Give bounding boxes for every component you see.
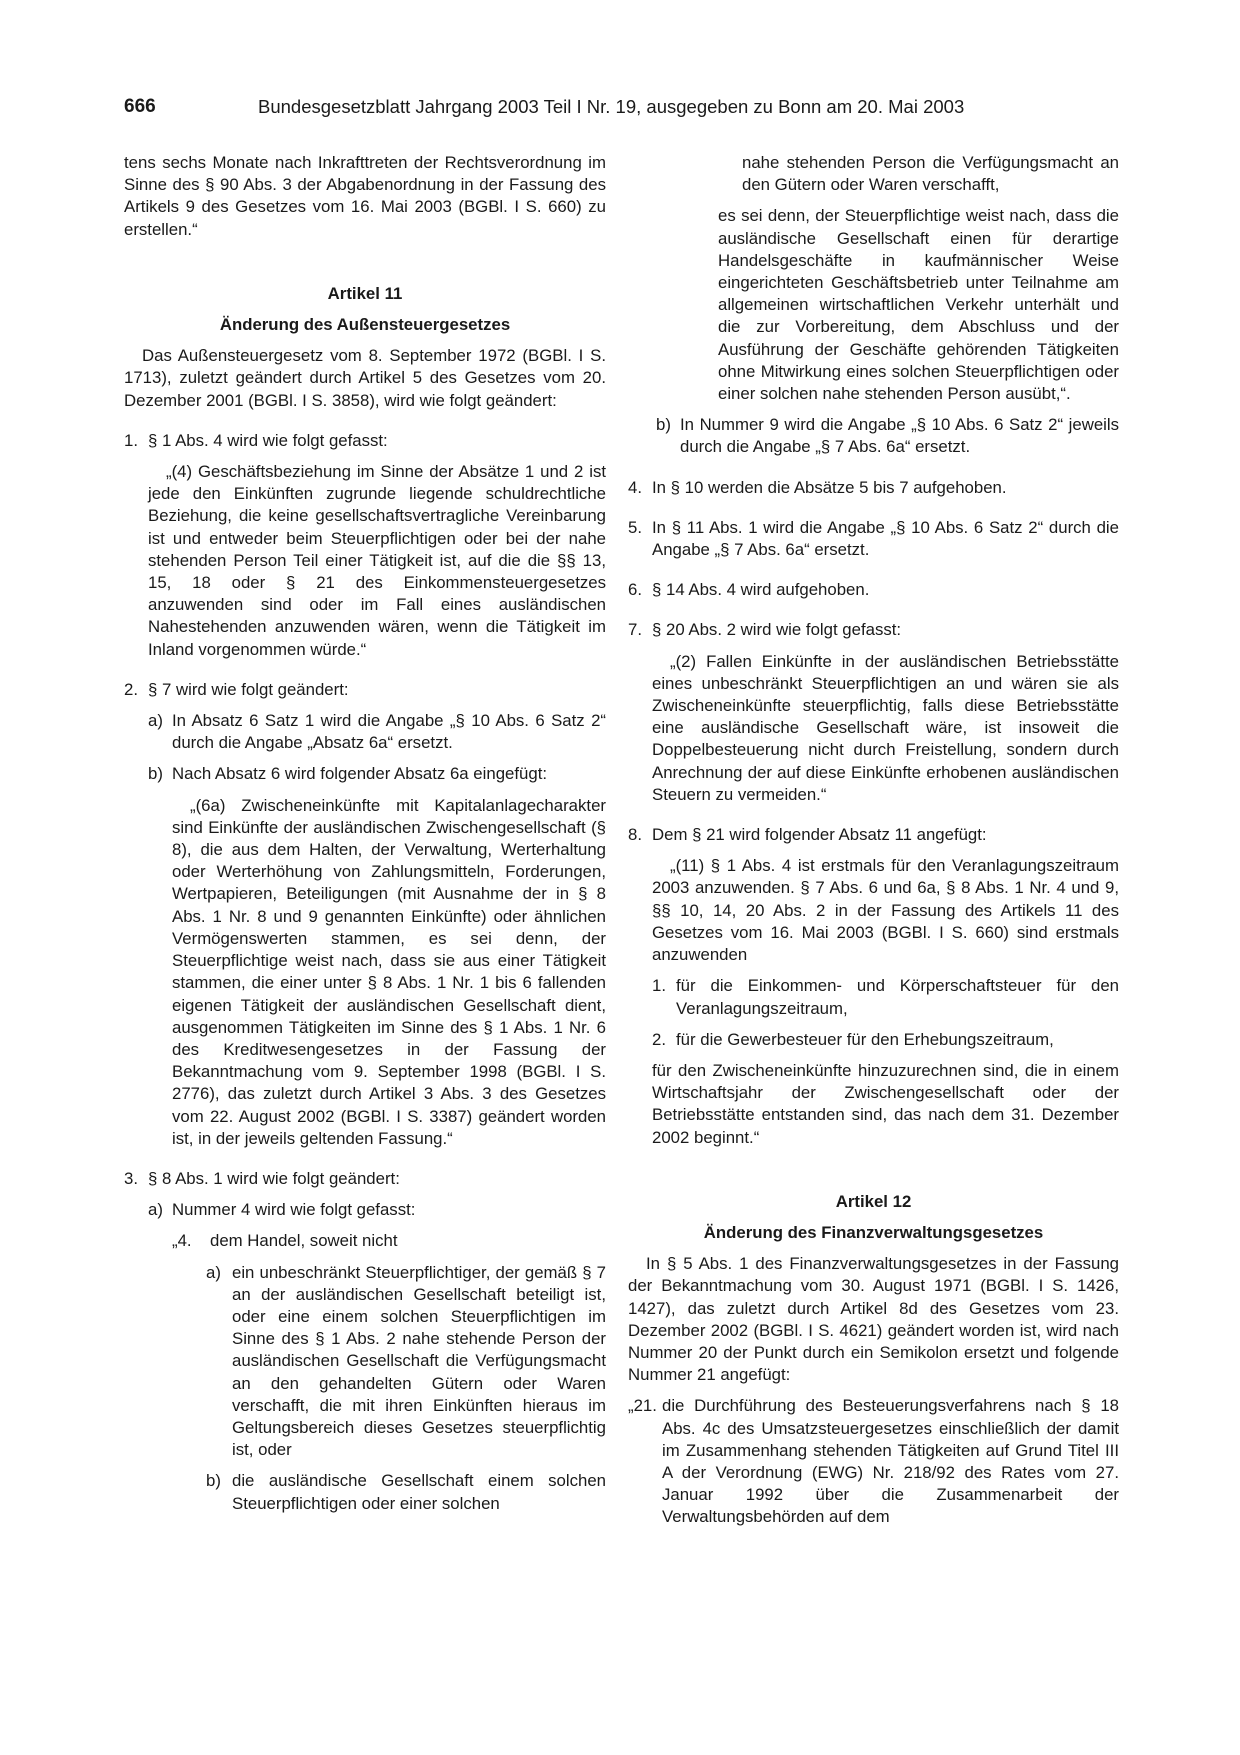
article-12-intro: In § 5 Abs. 1 des Finanzverwaltungsgesetzes in der Fassung der Bekanntmachung vom 30. August 1971 (BGBl. I S. 1426, 1427), das zuletzt durch Artikel 8d des Gesetzes vom 23. Dezember 2002 (BGBl. I S. 4621) geändert worden ist, wird nach Nummer 20 der Punkt durch ein Semikolon ersetzt und folgende Nummer 21 angefügt: (628, 1254, 1119, 1385)
list-item-5 (628, 517, 1119, 561)
sub-item-a (148, 710, 606, 754)
continued-paragraph: tens sechs Monate nach Inkrafttreten der Rechtsverordnung im Sinne des § 90 Abs. 3 der Abgabenordnung in der Fassung des Artikels 9 des Gesetzes vom 16. Mai 2003 (BGBl. I S. 660) zu erstellen.“ (124, 153, 606, 239)
sub-item-mark: b) (656, 415, 671, 435)
article-11-intro: Das Außensteuergesetz vom 8. September 1972 (BGBl. I S. 1713), zuletzt geändert durch Artikel 5 des Gesetzes vom 20. Dezember 2001 (BGBl. I S. 3858), wird wie folgt geändert: (124, 346, 606, 410)
item-number: 8. (628, 825, 642, 845)
sub-item-text: Nach Absatz 6 wird folgender Absatz 6a eingefügt: (172, 764, 548, 784)
sub-item-1 (652, 975, 1119, 1019)
item-text: § 20 Abs. 2 wird wie folgt gefasst: (652, 620, 902, 640)
letter-text: die ausländische Gesellschaft einem solchen Steuerpflichtigen oder einer solchen (232, 1471, 606, 1513)
item-number: 3. (124, 1168, 138, 1188)
article-11-heading: Artikel 11 (327, 283, 403, 303)
number-mark: „21. (628, 1396, 657, 1416)
number-4 (172, 1230, 606, 1514)
sub-item-mark: 2. (652, 1029, 666, 1049)
item-number: 2. (124, 679, 138, 699)
sub-item-a (148, 1199, 606, 1515)
sub-item-b (148, 763, 606, 1149)
item-text: § 8 Abs. 1 wird wie folgt geändert: (148, 1168, 400, 1188)
quoted-paragraph: „(2) Fallen Einkünfte in der ausländischen Betriebsstätte eines unbeschränkt Steuerpflichtigen an und wären sie als Zwischeneinkünfte steuerpflichtig, falls diese Betriebsstätte eine ausländische Gesellschaft wäre, ist insoweit die Doppelbesteuerung nicht durch Freistellung, sondern durch Anrechnung der auf diese Einkünfte erhobenen ausländischen Steuern zu vermeiden.“ (652, 651, 1119, 804)
item-text: § 14 Abs. 4 wird aufgehoben. (652, 580, 870, 600)
item-text: In § 11 Abs. 1 wird die Angabe „§ 10 Abs. 6 Satz 2“ durch die Angabe „§ 7 Abs. 6a“ ersetzt. (652, 517, 1119, 560)
number-text: dem Handel, soweit nicht (210, 1231, 398, 1251)
quoted-paragraph: „(11) § 1 Abs. 4 ist erstmals für den Veranlagungszeitraum 2003 anzuwenden. § 7 Abs. 6 und 6a, § 8 Abs. 1 Nr. 4 und 9, §§ 10, 14, 20 Abs. 2 in der Fassung des Artikels 11 des Gesetzes vom 16. Mai 2003 (BGBl. I S. 660) sind erstmals anzuwenden (652, 856, 1119, 965)
left-column (124, 152, 606, 1515)
item-text: § 7 wird wie folgt geändert: (148, 679, 349, 699)
continued-letter-b: nahe stehenden Person die Verfügungsmacht an den Gütern oder Waren verschafft, (742, 153, 1119, 195)
sub-item-mark: a) (148, 1200, 163, 1220)
page-number: 666 (124, 96, 156, 117)
number-text: die Durchführung des Besteuerungsverfahrens nach § 18 Abs. 4c des Umsatzsteuergesetzes einschließlich der damit im Zusammenhang stehenden Tätigkeiten auf Grund Titel III A der Verordnung (EWG) Nr. 218/92 des Rates vom 27. Januar 1992 über die Zusammenarbeit der Verwaltungsbehörden auf dem (662, 1396, 1119, 1527)
closing-paragraph: für den Zwischeneinkünfte hinzuzurechnen sind, die in einem Wirtschaftsjahr der Zwischengesellschaft oder der Betriebsstätte entstanden sind, das nach dem 31. Dezember 2002 beginnt.“ (652, 1060, 1119, 1147)
sub-item-mark: a) (148, 711, 163, 731)
page-header (124, 96, 1124, 126)
sub-item-text: In Absatz 6 Satz 1 wird die Angabe „§ 10 Abs. 6 Satz 2“ durch die Angabe „Absatz 6a“ ersetzt. (172, 711, 606, 753)
quoted-paragraph: „(6a) Zwischeneinkünfte mit Kapitalanlagecharakter sind Einkünfte der ausländischen Zwischengesellschaft (§ 8), die aus dem Halten, der Verwaltung, Werterhaltung oder Werterhöhung von Zahlungsmitteln, Forderungen, Wertpapieren, Beteiligungen (mit Ausnahme der in § 8 Abs. 1 Nr. 8 und 9 genannten Einkünfte) oder ähnlichen Vermögenswerten stammen, es sei denn, der Steuerpflichtige weist nach, dass sie aus einer Tätigkeit stammen, die einer unter § 8 Abs. 1 Nr. 1 bis 6 fallenden eigenen Tätigkeit der ausländischen Gesellschaft dient, ausgenommen Tätigkeiten im Sinne des § 1 Abs. 1 Nr. 6 des Kreditwesengesetzes in der Fassung der Bekanntmachung vom 9. September 1998 (BGBl. I S. 2776), das zuletzt durch Artikel 3 Abs. 3 des Gesetzes vom 22. August 2002 (BGBl. I S. 3387) geändert worden ist, in der jeweils geltenden Fassung.“ (172, 795, 606, 1148)
item-number: 7. (628, 620, 642, 640)
letter-a (206, 1262, 606, 1462)
list-item-7 (628, 619, 1119, 806)
right-column (628, 152, 1119, 1529)
number-mark: „4. (172, 1231, 192, 1251)
letter-text: ein unbeschränkt Steuerpflichtiger, der gemäß § 7 an der ausländischen Gesellschaft beteiligt ist, oder eine einem solchen Steuerpflichtigen im Sinne des § 1 Abs. 2 nahe stehende Person der ausländischen Gesellschaft die Verfügungsmacht an den gehandelten Gütern oder Waren verschafft, die mit ihren Einkünften hieraus im Geltungsbereich dieses Gesetzes steuerpflichtig ist, oder (232, 1262, 606, 1460)
article-11-title: Änderung des Außensteuergesetzes (219, 315, 511, 335)
letter-b (206, 1470, 606, 1514)
list-item-8 (628, 824, 1119, 1149)
sub-item-text: Nummer 4 wird wie folgt gefasst: (172, 1200, 416, 1220)
item-number: 1. (124, 430, 138, 450)
es-sei-denn-paragraph: es sei denn, der Steuerpflichtige weist nach, dass die ausländische Gesellschaft einen für derartige Handelsgeschäfte in kaufmännischer Weise eingerichteten Geschäftsbetrieb unter Teilnahme am allgemeinen wirtschaftlichen Verkehr unterhält und die zur Vorbereitung, dem Abschluss und der Ausführung der Geschäfte gehörenden Tätigkeiten ohne Mitwirkung eines solchen Steuerpflichtigen oder einer solchen nahe stehenden Person ausübt,“. (718, 206, 1119, 404)
running-title: Bundesgesetzblatt Jahrgang 2003 Teil I Nr. 19, ausgegeben zu Bonn am 20. Mai 2003 (258, 96, 965, 117)
sub-item-mark: 1. (652, 976, 666, 996)
item-text: § 1 Abs. 4 wird wie folgt gefasst: (148, 430, 388, 450)
sub-item-2 (652, 1029, 1119, 1051)
sub-item-b (628, 414, 1119, 458)
item-number: 4. (628, 477, 642, 497)
letter-mark: a) (206, 1262, 221, 1282)
list-item-3 (124, 1168, 606, 1515)
list-item-2 (124, 679, 606, 1150)
sub-item-text: für die Gewerbesteuer für den Erhebungszeitraum, (676, 1029, 1054, 1049)
sub-item-text: für die Einkommen- und Körperschaftsteuer für den Veranlagungszeitraum, (676, 976, 1119, 1018)
article-12-heading: Artikel 12 (835, 1191, 912, 1211)
item-text: In § 10 werden die Absätze 5 bis 7 aufgehoben. (652, 477, 1007, 497)
article-12-title: Änderung des Finanzverwaltungsgesetzes (703, 1222, 1044, 1242)
sub-item-text: In Nummer 9 wird die Angabe „§ 10 Abs. 6 Satz 2“ jeweils durch die Angabe „§ 7 Abs. 6a“ ersetzt. (680, 415, 1119, 457)
list-item-6 (628, 579, 1119, 601)
item-number: 5. (628, 517, 642, 537)
number-21 (628, 1395, 1119, 1528)
sub-item-mark: b) (148, 764, 163, 784)
list-item-4 (628, 477, 1119, 499)
list-item-1 (124, 430, 606, 661)
letter-mark: b) (206, 1471, 221, 1491)
item-text: Dem § 21 wird folgender Absatz 11 angefügt: (652, 825, 987, 845)
item-number: 6. (628, 580, 642, 600)
quoted-paragraph: „(4) Geschäftsbeziehung im Sinne der Absätze 1 und 2 ist jede den Einkünften zugrunde liegende schuldrechtliche Beziehung, die keine gesellschaftsvertragliche Vereinbarung ist und entweder beim Steuerpflichtigen oder bei der nahe stehenden Person Teil einer Tätigkeit ist, auf die die §§ 13, 15, 18 oder § 21 des Einkommensteuergesetzes anzuwenden sind oder im Fall eines ausländischen Nahestehenden anzuwenden wären, wenn die Tätigkeit im Inland vorgenommen würde.“ (148, 462, 606, 659)
